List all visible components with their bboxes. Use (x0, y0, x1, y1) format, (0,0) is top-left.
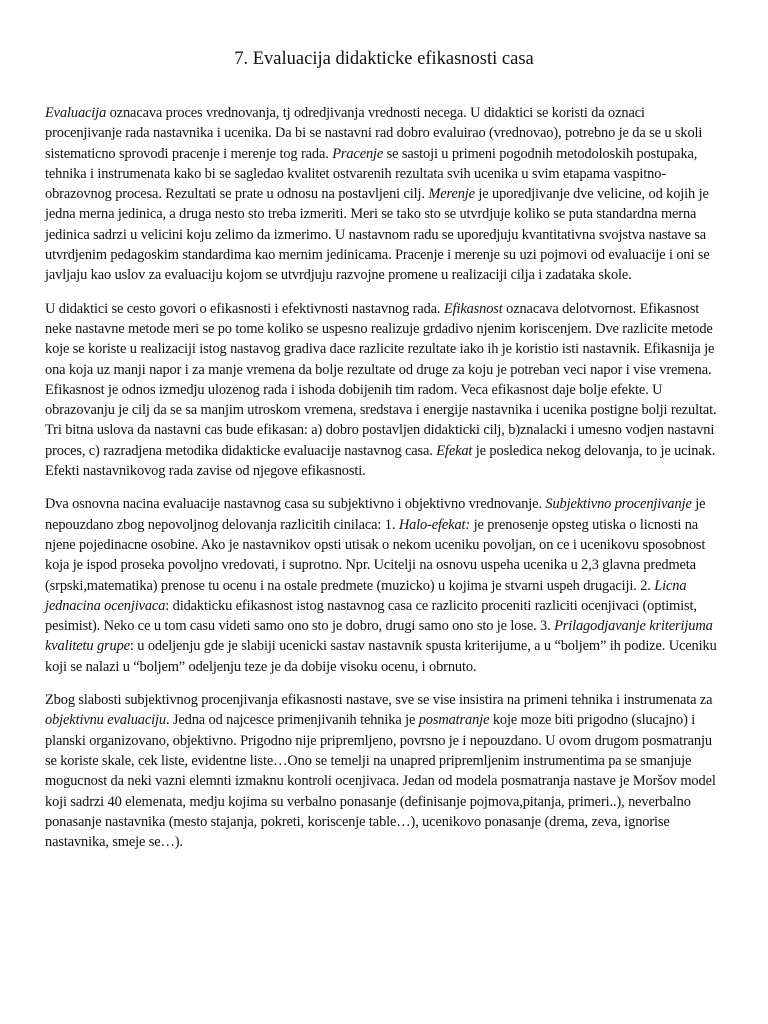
italic-term: Halo-efekat: (398, 516, 471, 533)
text-run: je prenosenje opsteg utiska o licnosti na njene pojedinacne osobine. Ako je nastavnikov opsti utisak o nekom uceniku povoljan, on ce i ucenikovu sposobnost koja je ispod proseka povoljno vredovati, i suprotno. Npr. Ucitelji na osnovu uspeha ucenika u 2,3 glavna predmeta (srpski,matematika) prenose tu ocenu i na ostale predmete (muzicko) u kojima je stvarni uspeh drugaciji. 2. (45, 516, 706, 594)
italic-term: Subjektivno procenjivanje (545, 496, 692, 513)
text-run: oznacava delotvornost. Efikasnost neke nastavne metode meri se po tome koliko se uspesno realizuje grdadivo njenim koriscenjem. Dve razlicite metode koje se koriste u realizaciji istog nastavog gradiva dace razlicite rezultate iako ih je koristio isti nastavnik. Efikasnija je ona koja uz manji napor i za manje vremena da bolje rezultate od druge za koju je potreban veci napor i vise vremena. Efikasnost je odnos izmedju ulozenog rada i ishoda dobijenih tim radom. Veca efikasnost daje bolje efekte. U obrazovanju je cilj da se sa manjim utroskom vremena, sredstava i energije nastavnika i ucenika postigne bolji rezultat. Tri bitna uslova da nastavni cas bude efikasan: a) dobro postavljen didakticki cilj, b)znalacki i umesno vodjen nastavni proces, c) razradjena metodika didakticke evaluacije nastavnog casa. (45, 300, 717, 459)
paragraph (45, 690, 725, 852)
italic-term: Efekat (436, 442, 473, 459)
paragraph (45, 494, 725, 677)
paragraph (45, 103, 725, 286)
italic-term: posmatranje (418, 712, 490, 729)
italic-term: Evaluacija (45, 105, 107, 121)
document-body (45, 103, 725, 865)
text-run: : u odeljenju gde je slabiji ucenicki sastav nastavnik spusta kriterijume, a u “boljem” ih podize. Uceniku koji se nalazi u “boljem” odeljenju teze je da dobije visoku ocenu, i obrnuto. (45, 638, 717, 675)
text-run: je nepouzdano zbog nepovoljnog delovanja razlicitih cinilaca: 1. (45, 496, 706, 533)
italic-term: Prilagodjavanje kriterijuma kvalitetu grupe (45, 618, 713, 655)
text-run: oznacava proces vrednovanja, tj odredjivanja vrednosti necega. U didaktici se koristi da oznaci procenjivanje rada nastavnika i ucenika. Da bi se nastavni rad dobro evaluirao (vrednovao), potrebno je da se u skoli sistematicno sprovodi pracenje i merenje tog rada. (45, 105, 703, 162)
page-title: 7. Evaluacija didakticke efikasnosti casa (234, 49, 534, 69)
text-run: je uporedjivanje dve velicine, od kojih je jedna merna jedinica, a druga nesto sto treba izmeriti. Meri se tako sto se utvrdjuje koliko se puta standardna merna jedinica sadrzi u velicini koju zelimo da izmerimo. U nastavnom radu se uporedjuju kvantitativna svojstva nastave sa utvrdjenim pedagoskim standardima kao mernim jedinicama. Pracenje i merenje su uzi pojmovi od evaluacije i oni se javljaju kao uslov za evaluaciju kojom se utvrdjuju razvojne promene u realizaciji cilja i zadataka skole. (45, 186, 710, 284)
italic-term: objektivnu evaluaciju (45, 712, 166, 729)
italic-term: Efikasnost (443, 300, 503, 317)
text-run: je posledica nekog delovanja, to je ucinak. Efekti nastavnikovog rada zavise od njegove efikasnosti. (45, 442, 716, 480)
text-run: se sastoji u primeni pogodnih metodoloskih postupaka, tehnika i instrumenata kako bi se sagledao kvalitet ostvarenih rezultata svih ucenika u svim etapama vaspitno-obrazovnog procesa. Rezultati se prate u odnosu na postavljeni cilj. (45, 145, 698, 203)
italic-term: Licna jednacina ocenjivaca (45, 577, 687, 614)
text-run: . Jedna od najcesce primenjivanih tehnika je (165, 712, 419, 729)
text-run: koje moze biti prigodno (slucajno) i planski organizovano, objektivno. Prigodno nije pripremljeno, povrsno je i nepouzdano. U ovom drugom posmatranju se koriste skale, cek liste, evidentne liste…Ono se temelji na unapred pripremljenim instrumentima pa se smanjuje mogucnost da neki vazni elemnti izmaknu kontroli ocenjivaca. Jedan od modela posmatranja nastave je Moršov model koji sadrzi 40 elemenata, medju kojima su verbalno ponasanje (definisanje pojmova,pitanja, primeri..), neverbalno ponasanje nastavnika (mesto stajanja, pokreti, koriscenje table…), ucenikovo ponasanje (drema, zeva, ignorise nastavnika, smeje se…). (45, 712, 716, 851)
text-run: U didaktici se cesto govori o efikasnosti i efektivnosti nastavnog rada. (45, 300, 444, 317)
text-run: Dva osnovna nacina evaluacije nastavnog casa su subjektivno i objektivno vrednovanje. (45, 496, 546, 513)
text-run: : didakticku efikasnost istog nastavnog casa ce razlicito proceniti razliciti ocenjivaci (optimist, pesimist). Neko ce u tom casu videti samo ono sto je dobro, drugi samo ono sto je lose. 3. (45, 597, 697, 635)
italic-term: Pracenje (332, 145, 384, 162)
italic-term: Merenje (428, 186, 475, 203)
paragraph (45, 299, 725, 482)
text-run: Zbog slabosti subjektivnog procenjivanja efikasnosti nastave, sve se vise insistira na primeni tehnika i instrumenata za (45, 692, 713, 709)
